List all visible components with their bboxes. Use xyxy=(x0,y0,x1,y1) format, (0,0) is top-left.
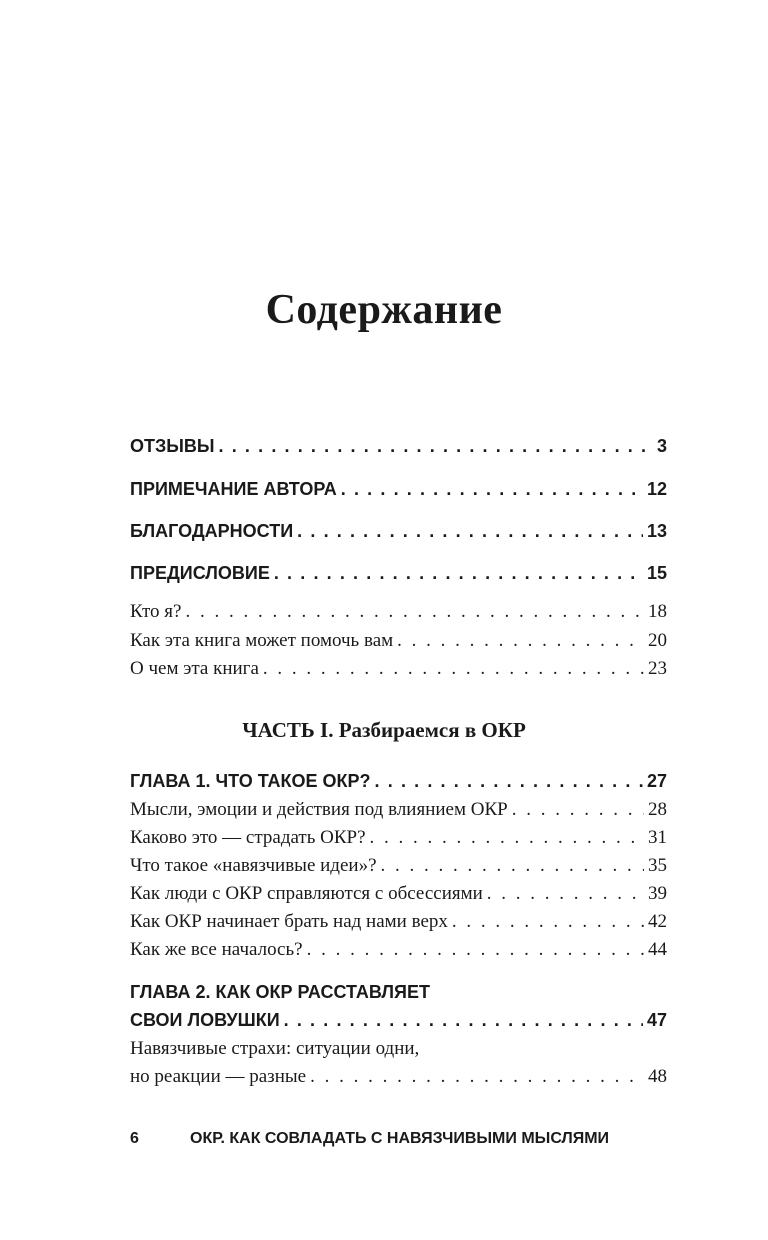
footer-running-title: ОКР. КАК СОВЛАДАТЬ С НАВЯЗЧИВЫМИ МЫСЛЯМИ xyxy=(190,1130,610,1147)
toc-subentry[interactable] xyxy=(130,883,667,905)
toc-entry-page: 31 xyxy=(648,827,667,848)
toc-entry-page: 27 xyxy=(646,771,667,791)
dot-leader xyxy=(274,563,643,584)
toc-entry-title: ГЛАВА 1. ЧТО ТАКОЕ ОКР? xyxy=(130,771,371,791)
toc-entry-page: 39 xyxy=(648,883,667,904)
toc-entry-title: ПРЕДИСЛОВИЕ xyxy=(130,563,270,583)
toc-entry-title: Кто я? xyxy=(130,601,182,622)
toc-entry-title: Как эта книга может помочь вам xyxy=(130,630,394,651)
dot-leader xyxy=(452,911,644,933)
toc-subentry-line1[interactable]: Навязчивые страхи: ситуации одни, xyxy=(130,1038,420,1059)
dot-leader xyxy=(487,883,644,905)
dot-leader xyxy=(297,521,643,542)
dot-leader xyxy=(397,630,644,652)
table-of-contents xyxy=(130,0,667,1240)
toc-entry-page: 44 xyxy=(648,939,667,960)
page-title: Содержание xyxy=(265,287,503,333)
toc-subentry[interactable] xyxy=(130,1066,667,1088)
toc-entry-title: но реакции — разные xyxy=(130,1066,307,1087)
toc-entry-page: 13 xyxy=(646,521,667,541)
toc-subentry[interactable] xyxy=(130,658,667,680)
toc-entry-title: Мысли, эмоции и действия под влиянием ОКР xyxy=(130,799,508,820)
toc-entry-page: 42 xyxy=(648,911,667,932)
toc-entry-title: Как ОКР начинает брать над нами верх xyxy=(130,911,448,932)
toc-subentry[interactable] xyxy=(130,630,667,652)
toc-subentry[interactable] xyxy=(130,939,667,961)
dot-leader xyxy=(307,939,644,961)
toc-subentry[interactable] xyxy=(130,799,667,821)
toc-entry-title: БЛАГОДАРНОСТИ xyxy=(130,521,294,541)
dot-leader xyxy=(375,771,643,792)
toc-entry-acknowledgements[interactable] xyxy=(130,521,667,542)
toc-subentry[interactable] xyxy=(130,911,667,933)
toc-entry-title: Каково это — страдать ОКР? xyxy=(130,827,366,848)
toc-entry-title: Что такое «навязчивые идеи»? xyxy=(130,855,377,876)
toc-entry-title: Как люди с ОКР справляются с обсессиями xyxy=(130,883,483,904)
dot-leader xyxy=(185,601,644,623)
toc-entry-page: 20 xyxy=(648,630,667,651)
dot-leader xyxy=(284,1010,643,1031)
toc-entry-page: 48 xyxy=(648,1066,667,1087)
toc-entry-reviews[interactable] xyxy=(130,436,667,457)
dot-leader xyxy=(263,658,644,680)
toc-entry-title: ПРИМЕЧАНИЕ АВТОРА xyxy=(130,479,337,499)
toc-entry-page: 15 xyxy=(646,563,667,583)
toc-entry-title: СВОИ ЛОВУШКИ xyxy=(130,1010,280,1030)
toc-entry-author-note[interactable] xyxy=(130,479,667,500)
toc-entry-title: ОТЗЫВЫ xyxy=(130,436,215,456)
toc-entry-page: 35 xyxy=(648,855,667,876)
toc-entry-page: 3 xyxy=(656,436,667,456)
dot-leader xyxy=(310,1066,644,1088)
toc-entry-title: Как же все началось? xyxy=(130,939,303,960)
dot-leader xyxy=(381,855,645,877)
toc-entry-chapter-1[interactable] xyxy=(130,771,667,792)
toc-entry-page: 12 xyxy=(646,479,667,499)
footer-page-number: 6 xyxy=(130,1130,139,1147)
toc-entry-page: 23 xyxy=(648,658,667,679)
toc-entry-chapter-2-line1[interactable]: ГЛАВА 2. КАК ОКР РАССТАВЛЯЕТ xyxy=(130,982,430,1002)
toc-entry-page: 28 xyxy=(648,799,667,820)
dot-leader xyxy=(219,436,653,457)
toc-entry-preface[interactable] xyxy=(130,563,667,584)
toc-subentry[interactable] xyxy=(130,827,667,849)
toc-subentry[interactable] xyxy=(130,855,667,877)
toc-entry-title: О чем эта книга xyxy=(130,658,259,679)
dot-leader xyxy=(512,799,644,821)
dot-leader xyxy=(370,827,644,849)
toc-entry-page: 47 xyxy=(646,1010,667,1030)
toc-subentry[interactable] xyxy=(130,601,667,623)
dot-leader xyxy=(341,479,643,500)
toc-entry-chapter-2[interactable] xyxy=(130,1010,667,1031)
part-heading: ЧАСТЬ I. Разбираемся в ОКР xyxy=(242,718,526,742)
toc-entry-page: 18 xyxy=(648,601,667,622)
page-footer xyxy=(130,1130,667,1148)
